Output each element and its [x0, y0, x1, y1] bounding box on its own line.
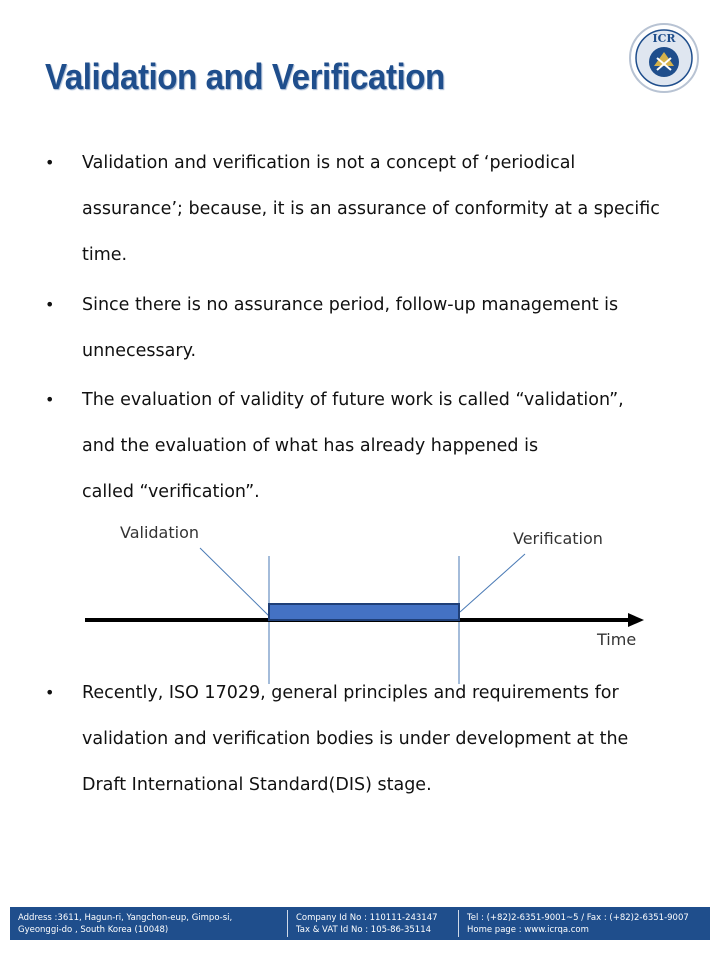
bullet-line: The evaluation of validity of future work is called “validation”,: [82, 390, 624, 410]
bullet-line: Draft International Standard(DIS) stage.: [82, 775, 432, 795]
bullet-text: [82, 377, 682, 515]
bullet-line: Since there is no assurance period, follow-up management is: [82, 295, 619, 315]
bullet-line: Recently, ISO 17029, general principles and requirements for: [82, 683, 619, 703]
footer-homepage-link[interactable]: Home page : www.icrqa.com: [467, 925, 589, 935]
bullet-line: assurance’; because, it is an assurance of conformity at a specific: [82, 199, 660, 219]
bullet-line: time.: [82, 245, 128, 265]
footer-address-line: Gyeonggi-do , South Korea (10048): [18, 925, 169, 935]
logo-text: ICR: [652, 32, 676, 45]
bullet-line: and the evaluation of what has already happened is: [82, 436, 539, 456]
bullet-text: [82, 140, 682, 278]
bullet-line: unnecessary.: [82, 341, 197, 361]
bullet-dot: •: [45, 390, 55, 409]
validation-label: Validation: [120, 523, 200, 542]
assurance-period-bar: [269, 604, 459, 620]
bullet-text: [82, 670, 682, 808]
footer-company-line: Tax & VAT Id No : 105-86-35114: [296, 925, 432, 935]
bullet-dot: •: [45, 295, 55, 314]
page-title: Validation and Verification: [45, 56, 445, 97]
bullet-line: Validation and verification is not a concept of ‘periodical: [82, 153, 576, 173]
verification-label: Verification: [513, 529, 603, 548]
verification-pointer-line: [460, 554, 525, 612]
time-label: Time: [597, 630, 637, 649]
footer-contact: [459, 907, 710, 940]
footer-address-line: Address :3611, Hagun-ri, Yangchon-eup, Gimpo-si,: [18, 913, 233, 923]
bullet-dot: •: [45, 153, 55, 172]
icr-seal-icon: [628, 22, 700, 94]
bullet-line: called “verification”.: [82, 482, 260, 502]
bullet-text: [82, 282, 682, 374]
bullet-dot: •: [45, 683, 55, 702]
footer-address: [10, 907, 287, 940]
footer-company-line: Company Id No : 110111-243147: [296, 913, 438, 923]
timeline-diagram: [0, 510, 720, 690]
timeline-graphic: [0, 510, 720, 690]
footer-company-ids: [288, 907, 458, 940]
time-axis-arrowhead: [628, 613, 644, 627]
footer-contact-line: Tel : (+82)2-6351-9001~5 / Fax : (+82)2-6351-9007: [467, 913, 689, 923]
validation-pointer-line: [200, 548, 269, 616]
bullet-line: validation and verification bodies is under development at the: [82, 729, 629, 749]
footer-bar: [10, 907, 710, 940]
